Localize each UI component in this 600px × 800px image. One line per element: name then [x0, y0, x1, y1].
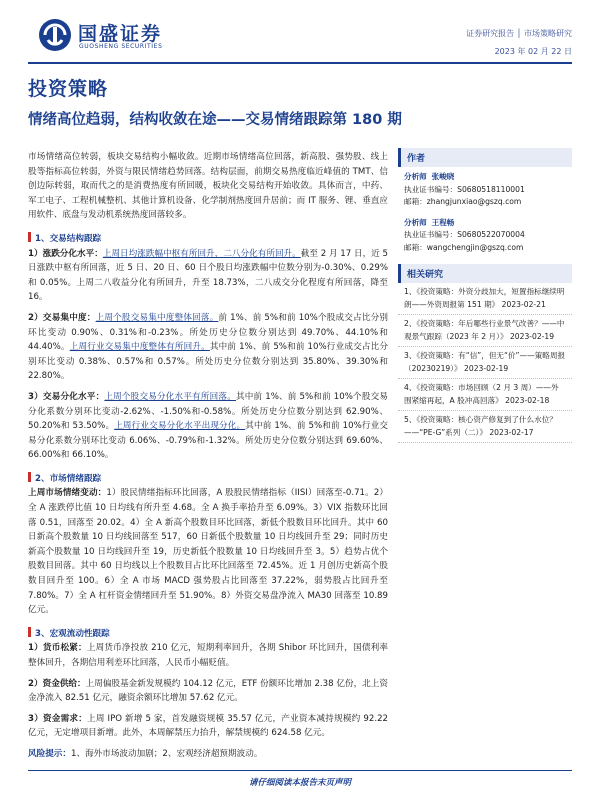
section-item: 3）资金需求：上周 IPO 新增 5 家，首发融资规模 35.57 亿元，产业资本减持规模约 92.22 亿元，无定增项目新增。此外，本周解禁压力抬升，解禁规模约 624.58 亿元。 — [28, 713, 389, 739]
logo-english-text: GUOSHENG SECURITIES — [79, 43, 163, 50]
section-item: 上周市场情绪变动：1）股民情绪指标环比回落，A 股股民情绪指标（IISI）回落至-0.71。2）全 A 涨跌停比值 10 日均线有所升至 4.68。全 A 换手率拾升至 6.09%。3）VIX 指数环比回落 0.51，回落至 20.02。4）全 A 新高个股数目环比回落，新低个股数目环比回升。其中 60 日新高个股数量 10 日均线回落至 517，60 日新低个股数量 10 日均线回升至 29；同时历史新高个股数量 10 日均线回升至 19，历史新低个股数量 10 日均线回升至 3。5）趋势占优个股数目回落。其中 60 日均线以上个股数目占比环比回落至 72.45%。近 1 月创历史新高个股数目回升至 100。6）全 A 市场 MACD 强势股占比回落至 37.22%，弱势股占比回升至 7.80%。7）全 A 杠杆资金情绪回升至 51.90%。8）外资交易盘净流入 MA30 回落至 10.89 亿元。 — [28, 488, 388, 616]
authors-title: 作者 — [398, 148, 572, 167]
related-research-title: 相关研究 — [398, 264, 572, 283]
section-marker — [28, 472, 31, 482]
guosheng-logo-icon — [38, 18, 72, 52]
section-marker — [28, 627, 31, 637]
author-email[interactable]: 邮箱：zhangjunxiao@gszq.com — [404, 197, 522, 206]
related-research-item[interactable]: 4、《投资策略：市场回顾（2 月 3 周）——外围紧缩再起，A 股冲高回落》 2023-02-18 — [398, 379, 572, 411]
related-research-item[interactable]: 2、《投资策略：年后哪些行业景气改善？——中观景气跟踪（2023 年 2 月）》 2023-02-19 — [398, 315, 572, 347]
header-divider — [28, 62, 572, 64]
author-entry: 分析师 王程畅 执业证书编号：S0680522070004 邮箱：wangchengjin@gszq.com — [398, 213, 572, 259]
section-item: 1）涨跌分化水平：上周日均涨跌幅中枢有所回升，二八分化有所回升。截至 2 月 17 日，近 5 日涨跌中枢有所回落，近 5 日、20 日、60 日个股日均涨跌幅中位数分别为-0.30%、0.29%和 0.05%。上周二八收益分化有所回升，升至 18.73%，二八成交分化程度有所回落，降至 16。 — [28, 248, 389, 303]
report-date: 2023 年 02 月 22 日 — [494, 47, 572, 56]
related-research-item[interactable]: 5、《投资策略：核心资产修复到了什么水位？——“PE-G”系列（二）》 2023-02-17 — [398, 411, 572, 443]
related-research-item[interactable]: 3、《投资策略：有“信”，但无“价”——策略周报（20230219）》 2023-02-19 — [398, 347, 572, 379]
section-item: 1）货币松紧：上周货币净投放 210 亿元，短期利率回升，各期 Shibor 环比回升，国债利率整体回升，各期信用利差环比回落，人民币小幅贬值。 — [28, 643, 388, 668]
risk-warning: 风险提示：1、海外市场波动加剧；2、宏观经济超预期波动。 — [28, 748, 263, 759]
section-marker — [28, 232, 31, 242]
section-heading: 3、宏观流动性跟踪 — [28, 627, 388, 642]
footer-divider — [28, 770, 572, 771]
logo-text: 国盛证券 — [78, 23, 163, 45]
main-content — [28, 150, 388, 762]
sidebar — [398, 148, 572, 443]
section-heading: 1、交易结构跟踪 — [28, 232, 388, 247]
intro-paragraph: 市场情绪高位转弱，板块交易结构小幅收敛。近期市场情绪高位回落，新高股、强势股、线上股等指标高位转弱，外资与限民情绪趋势回落。结构层面，前期交易热度临近峰值的 TMT、信创边际转弱，取而代之的是消费热度有所回暖，板块化交易结构开始收敛。具体而言，中药、军工电子、工程机械整机、其他计算机设备、化学制剂热度回升居前；而 IT 服务、锂、垂直应用软件、底盘与发动机系统热度回落较多。 — [28, 152, 388, 221]
report-category: 投资策略 — [28, 78, 109, 100]
report-type: 证券研究报告 │ 市场策略研究 — [466, 29, 572, 38]
report-headline: 情绪高位趋弱，结构收敛在途——交易情绪跟踪第 180 期 — [28, 112, 402, 128]
section-item: 3）交易分化水平：上周个股交易分化水平有所回落。其中前 1%、前 5%和前 10%个股交易分化系数分别环比变动-2.62%、-1.50%和-0.58%。所处历史分位数分别达到 62.90%、50.20%和 53.50%。上周行业交易分化水平出现分化。其中前 1%、前 5%和前 10%行业交易分化系数分别环比变动 6.06%、-0.79%和-1.32%。所处历史分位数分别达到 69.60%、66.00%和 66.10%。 — [28, 391, 388, 461]
footer-disclaimer: 请仔细阅读本报告末页声明 — [248, 778, 351, 788]
section-heading: 2、市场情绪跟踪 — [28, 472, 388, 487]
author-entry: 分析师 张峻晓 执业证书编号：S0680518110001 邮箱：zhangjunxiao@gszq.com — [398, 167, 572, 213]
section-item: 2）交易集中度：上周个股交易集中度整体回落。前 1%、前 5%和前 10%个股成交占比分别环比变动 0.90%、0.31%和-0.23%。所处历史分位数分别达到 49.70%、44.10%和 44.40%。上周行业交易集中度整体有所回升。其中前 1%、前 5%和前 10%行业成交占比分别环比变动 0.38%、0.57%和 0.57%。所处历史分位数分别达到 35.80%、39.30%和 22.80%。 — [28, 312, 388, 382]
author-email[interactable]: 邮箱：wangchengjin@gszq.com — [404, 242, 524, 252]
related-research-item[interactable]: 1、《投资策略：外资分歧加大，短置指标继续明朗——外资周报第 151 期》 2023-02-21 — [398, 283, 572, 315]
section-item: 2）资金供给：上周偏股基金新发规模约 104.12 亿元，ETF 份额环比增加 2.38 亿份，北上资金净流入 82.51 亿元，融资余额环比增加 57.62 亿元。 — [28, 678, 388, 704]
